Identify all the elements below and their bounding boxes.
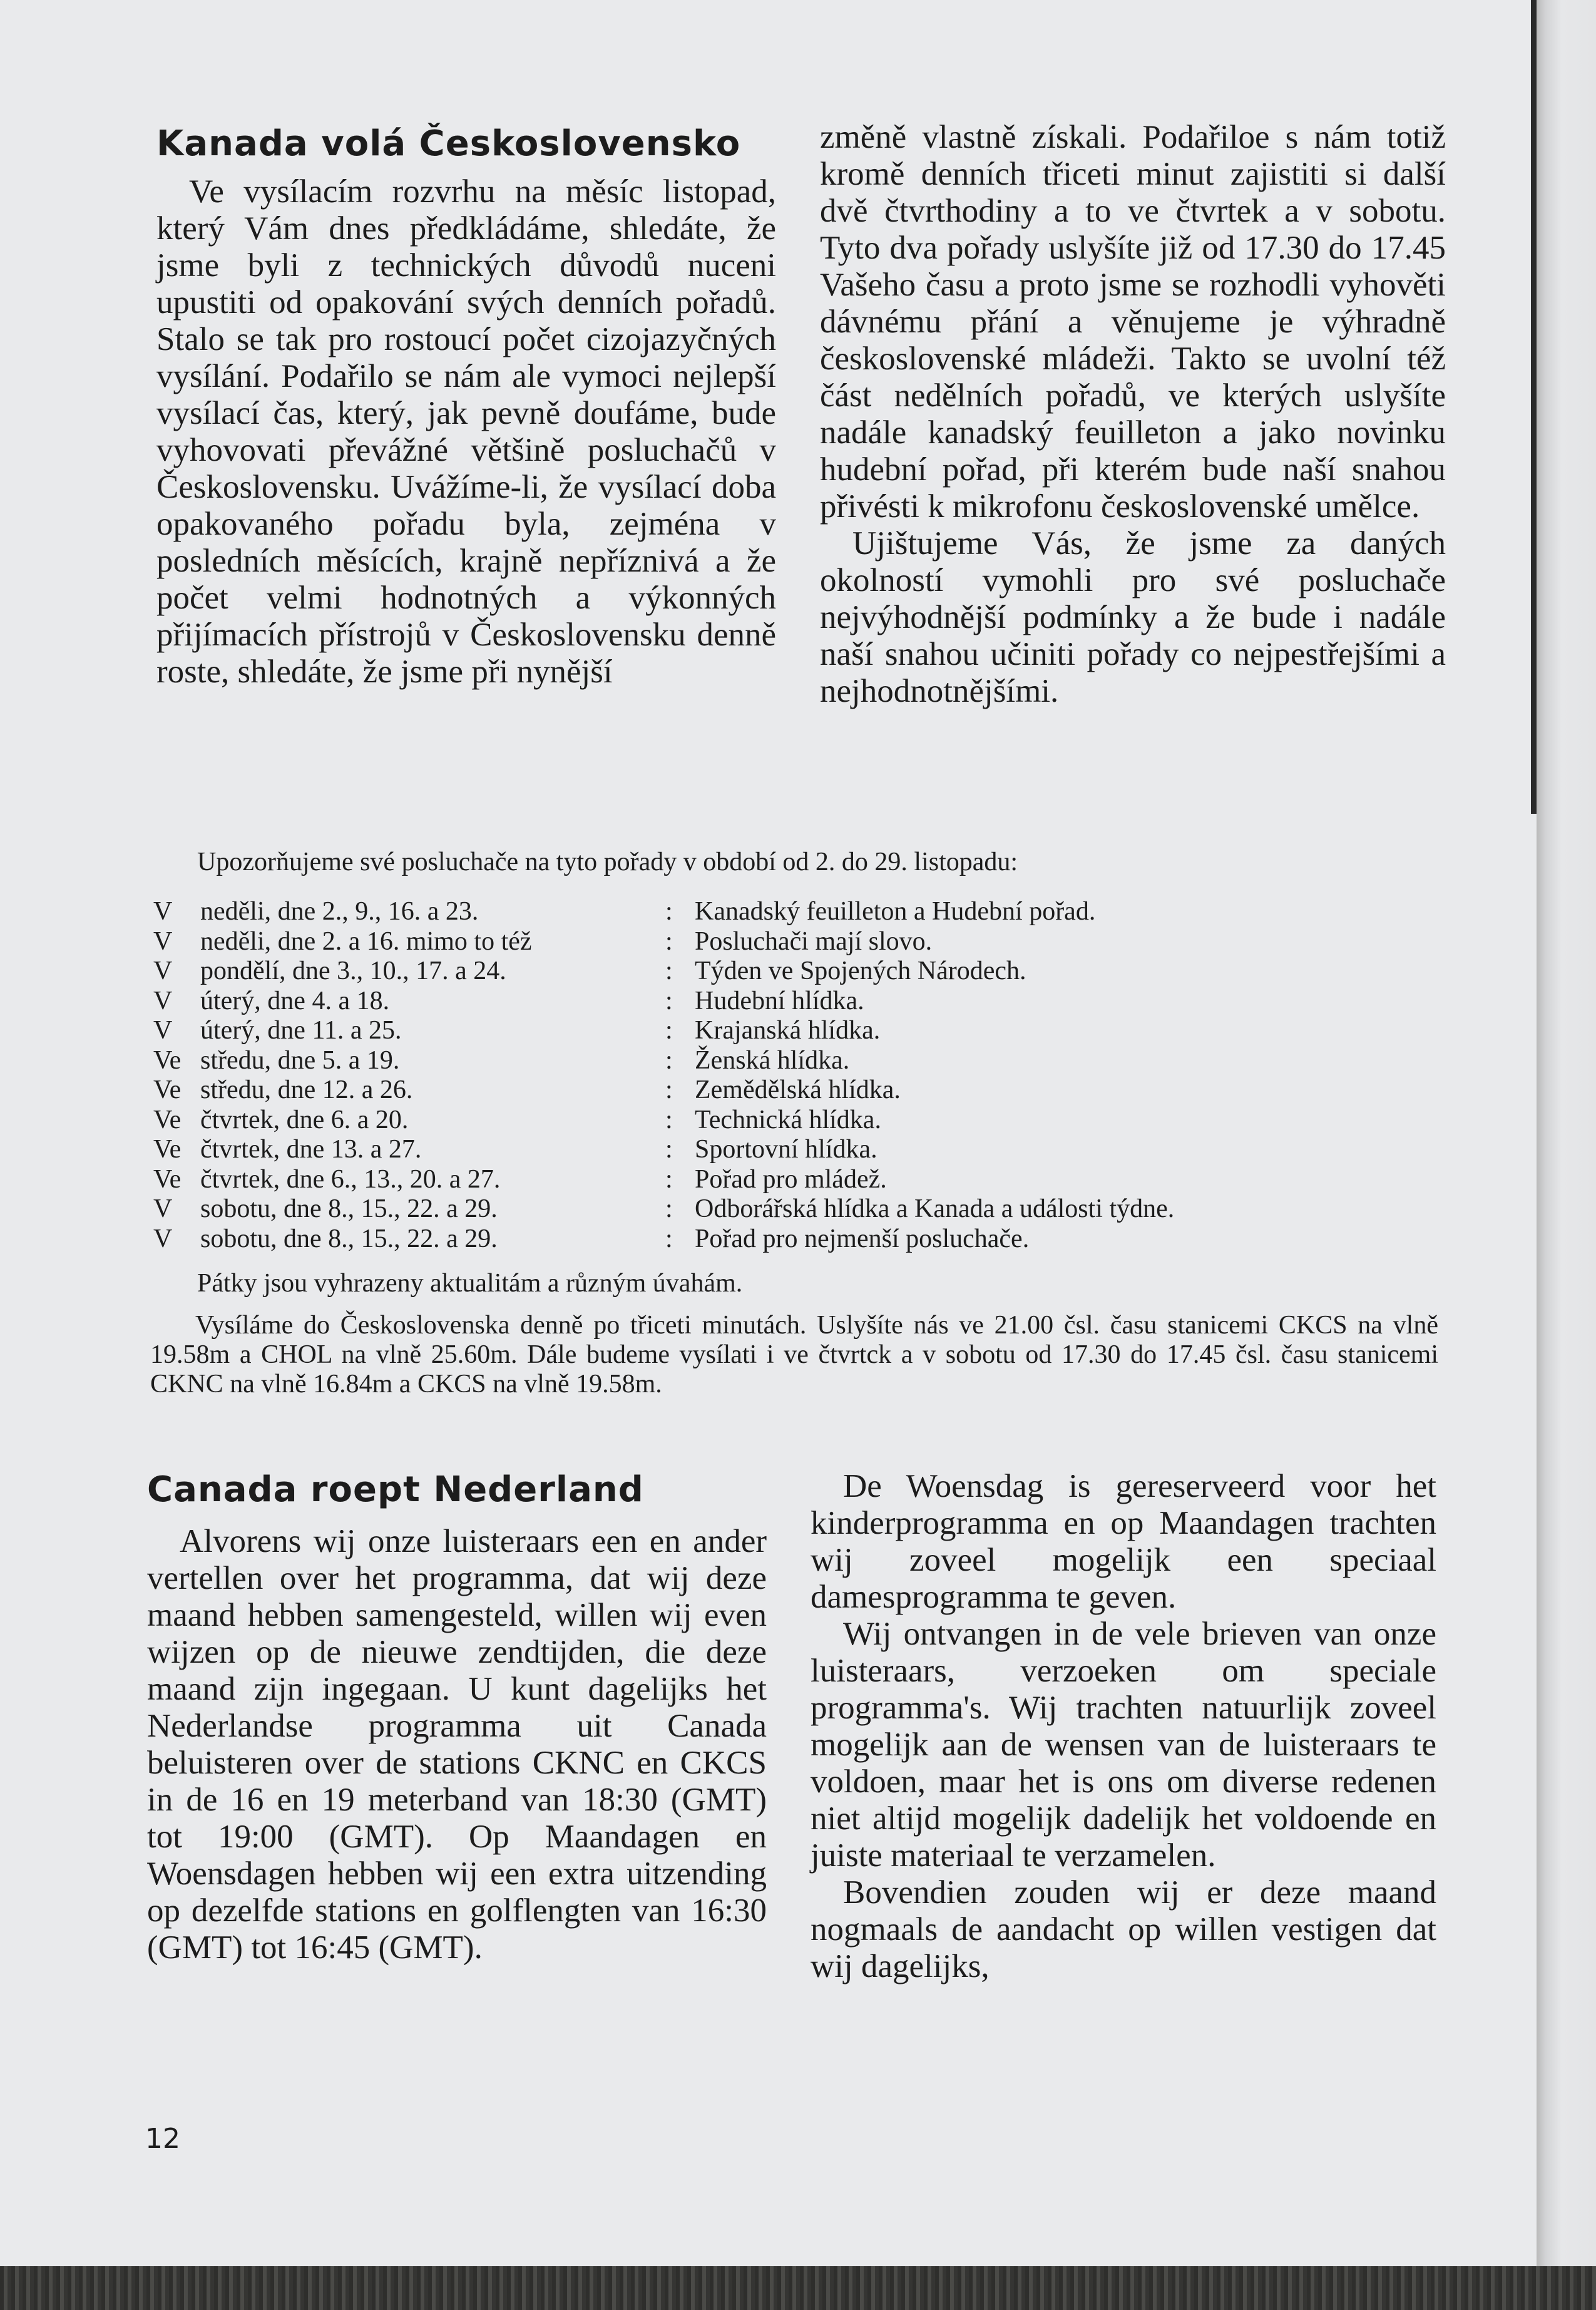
schedule-preposition: Ve bbox=[153, 1045, 182, 1075]
schedule-separator: : bbox=[665, 1045, 673, 1075]
paragraph: Wij ontvangen in de vele brieven van onze luisteraars, verzoeken om speciale programma's. Wij trachten natuurlijk zoveel mogelijk aan de wensen van de luisteraars te voldoen, maar het is ons om diverse redenen niet altijd mogelijk dadelijk het voldoende en juiste materiaal te verzamelen. bbox=[811, 1616, 1436, 1874]
schedule-row bbox=[153, 1106, 1343, 1136]
dutch-article-left-column bbox=[147, 1468, 767, 1966]
schedule-separator: : bbox=[665, 1016, 673, 1045]
paragraph: změně vlastně získali. Podařiloe s nám totiž kromě denních třiceti minut zajistiti si další dvě čtvrthodiny a to ve čtvrtek a v sobotu. Tyto dva pořady uslyšíte již od 17.30 do 17.45 Vašeho času a proto jsme se rozhodli vyhověti dávnému přání a věnujeme je výhradně československé mládeži. Takto se uvolní též část nedělních pořadů, ve kterých uslyšíte nadále kanadský feuilleton a jako novinku hudební pořad, při kterém bude naší snahou přivésti k mikrofonu československé umělce. bbox=[820, 119, 1446, 525]
schedule-date: čtvrtek, dne 6. a 20. bbox=[200, 1105, 409, 1134]
broadcast-note: Vysíláme do Československa denně po třiceti minutách. Uslyšíte nás ve 21.00 čsl. času stanicemi CKCS na vlně 19.58m a CHOL na vlně 25.60m. Dále budeme vysílati i ve čtvrtck a v sobotu od 17.30 do 17.45 čsl. času stanicemi CKNC na vlně 16.84m a CKCS na vlně 19.58m. bbox=[150, 1311, 1438, 1399]
schedule-row bbox=[153, 957, 1343, 987]
czech-right-paragraphs bbox=[820, 119, 1446, 710]
schedule-preposition: V bbox=[153, 927, 173, 956]
czech-left-paragraphs bbox=[156, 173, 776, 690]
schedule-program: Posluchači mají slovo. bbox=[695, 927, 933, 956]
schedule-row bbox=[153, 1016, 1343, 1046]
paragraph: Ve vysílacím rozvrhu na měsíc listopad, který Vám dnes předkládáme, shledáte, že jsme byli z technických důvodů nuceni upustiti od opakování svých denních pořadů. Stalo se tak pro rostoucí počet cizojazyčných vysílání. Podařilo se nám ale vymoci nejlepší vysílací čas, který, jak pevně doufáme, bude vyhovovati převážné většině posluchačů v Československu. Uvážíme-li, že vysílací doba opakovaného pořadu byla, zejména v posledních měsících, krajně nepříznivá a že počet velmi hodnotných a výkonných přijímacích přístrojů v Československu denně roste, shledáte, že jsme při nynější bbox=[156, 173, 776, 690]
next-page-edge bbox=[1537, 0, 1596, 2266]
schedule-program: Týden ve Spojených Národech. bbox=[695, 957, 1026, 985]
paragraph: Alvorens wij onze luisteraars een en ander vertellen over het programma, dat wij deze maand hebben samengesteld, willen wij even wijzen op de nieuwe zendtijden, die deze maand zijn ingegaan. U kunt dagelijks het Nederlandse programma uit Canada beluisteren over de stations CKNC en CKCS in de 16 en 19 meterband van 18:30 (GMT) tot 19:00 (GMT). Op Maandagen en Woensdagen hebben wij een extra uitzending op dezelfde stations en golflengten van 16:30 (GMT) tot 16:45 (GMT). bbox=[147, 1523, 767, 1966]
schedule-date: středu, dne 12. a 26. bbox=[200, 1075, 413, 1104]
schedule-separator: : bbox=[665, 1135, 673, 1164]
schedule-row bbox=[153, 1046, 1343, 1076]
czech-article-left-column bbox=[156, 122, 776, 690]
schedule-row bbox=[153, 1224, 1343, 1255]
schedule-separator: : bbox=[665, 986, 673, 1015]
schedule-program: Pořad pro mládež. bbox=[695, 1164, 887, 1194]
schedule-row bbox=[153, 1135, 1343, 1165]
schedule-program: Ženská hlídka. bbox=[695, 1045, 850, 1075]
schedule-preposition: V bbox=[153, 986, 173, 1015]
schedule-preposition: Ve bbox=[153, 1164, 182, 1194]
dutch-right-paragraphs bbox=[811, 1468, 1436, 1985]
schedule-date: sobotu, dne 8., 15., 22. a 29. bbox=[200, 1224, 498, 1253]
schedule-separator: : bbox=[665, 957, 673, 985]
schedule-date: neděli, dne 2. a 16. mimo to též bbox=[200, 927, 532, 956]
schedule-program: Krajanská hlídka. bbox=[695, 1016, 881, 1045]
schedule-separator: : bbox=[665, 1105, 673, 1134]
schedule-date: sobotu, dne 8., 15., 22. a 29. bbox=[200, 1194, 498, 1223]
schedule-intro: Upozorňujeme své posluchače na tyto pořady v období od 2. do 29. listopadu: bbox=[197, 848, 1018, 876]
page-number: 12 bbox=[145, 2123, 180, 2155]
schedule-preposition: V bbox=[153, 957, 173, 985]
schedule-separator: : bbox=[665, 927, 673, 956]
background-surface bbox=[0, 2266, 1596, 2310]
schedule-program: Odborářská hlídka a Kanada a události týdne. bbox=[695, 1194, 1175, 1223]
schedule-preposition: V bbox=[153, 1194, 173, 1223]
czech-article-right-column bbox=[820, 119, 1446, 710]
paragraph: De Woensdag is gereserveerd voor het kinderprogramma en op Maandagen trachten wij zoveel mogelijk een speciaal damesprogramma te geven. bbox=[811, 1468, 1436, 1615]
schedule-separator: : bbox=[665, 897, 673, 926]
schedule-date: úterý, dne 11. a 25. bbox=[200, 1016, 402, 1045]
schedule-date: úterý, dne 4. a 18. bbox=[200, 986, 390, 1015]
program-schedule bbox=[153, 897, 1343, 1254]
dutch-article-right-column bbox=[811, 1468, 1436, 1985]
schedule-date: čtvrtek, dne 13. a 27. bbox=[200, 1135, 422, 1164]
schedule-row bbox=[153, 927, 1343, 957]
schedule-row bbox=[153, 987, 1343, 1017]
fridays-note: Pátky jsou vyhrazeny aktualitám a různým úvahám. bbox=[197, 1269, 743, 1298]
schedule-date: pondělí, dne 3., 10., 17. a 24. bbox=[200, 957, 506, 985]
schedule-program: Pořad pro nejmenší posluchače. bbox=[695, 1224, 1030, 1253]
schedule-preposition: Ve bbox=[153, 1105, 182, 1134]
schedule-program: Zemědělská hlídka. bbox=[695, 1075, 901, 1104]
dutch-left-paragraphs bbox=[147, 1523, 767, 1966]
schedule-row bbox=[153, 1194, 1343, 1224]
schedule-preposition: Ve bbox=[153, 1135, 182, 1164]
paragraph: Ujištujeme Vás, že jsme za daných okolností vymohli pro své posluchače nejvýhodnější podmínky a že bude i nadále naší snahou učiniti pořady co nejpestřejšími a nejhodnotnějšími. bbox=[820, 525, 1446, 709]
schedule-date: středu, dne 5. a 19. bbox=[200, 1045, 400, 1075]
schedule-preposition: V bbox=[153, 897, 173, 926]
schedule-separator: : bbox=[665, 1164, 673, 1194]
schedule-separator: : bbox=[665, 1075, 673, 1104]
schedule-preposition: V bbox=[153, 1224, 173, 1253]
schedule-preposition: V bbox=[153, 1016, 173, 1045]
czech-article-title: Kanada volá Československo bbox=[156, 123, 741, 164]
schedule-date: čtvrtek, dne 6., 13., 20. a 27. bbox=[200, 1164, 501, 1194]
schedule-separator: : bbox=[665, 1194, 673, 1223]
schedule-program: Kanadský feuilleton a Hudební pořad. bbox=[695, 897, 1096, 926]
dutch-article-title: Canada roept Nederland bbox=[147, 1469, 644, 1510]
schedule-program: Sportovní hlídka. bbox=[695, 1135, 877, 1164]
schedule-program: Technická hlídka. bbox=[695, 1105, 881, 1134]
schedule-date: neděli, dne 2., 9., 16. a 23. bbox=[200, 897, 479, 926]
schedule-row bbox=[153, 1075, 1343, 1106]
schedule-row bbox=[153, 1165, 1343, 1195]
schedule-separator: : bbox=[665, 1224, 673, 1253]
schedule-program: Hudební hlídka. bbox=[695, 986, 864, 1015]
schedule-row bbox=[153, 897, 1343, 927]
paragraph: Bovendien zouden wij er deze maand nogmaals de aandacht op willen vestigen dat wij dagelijks, bbox=[811, 1874, 1436, 1984]
schedule-preposition: Ve bbox=[153, 1075, 182, 1104]
